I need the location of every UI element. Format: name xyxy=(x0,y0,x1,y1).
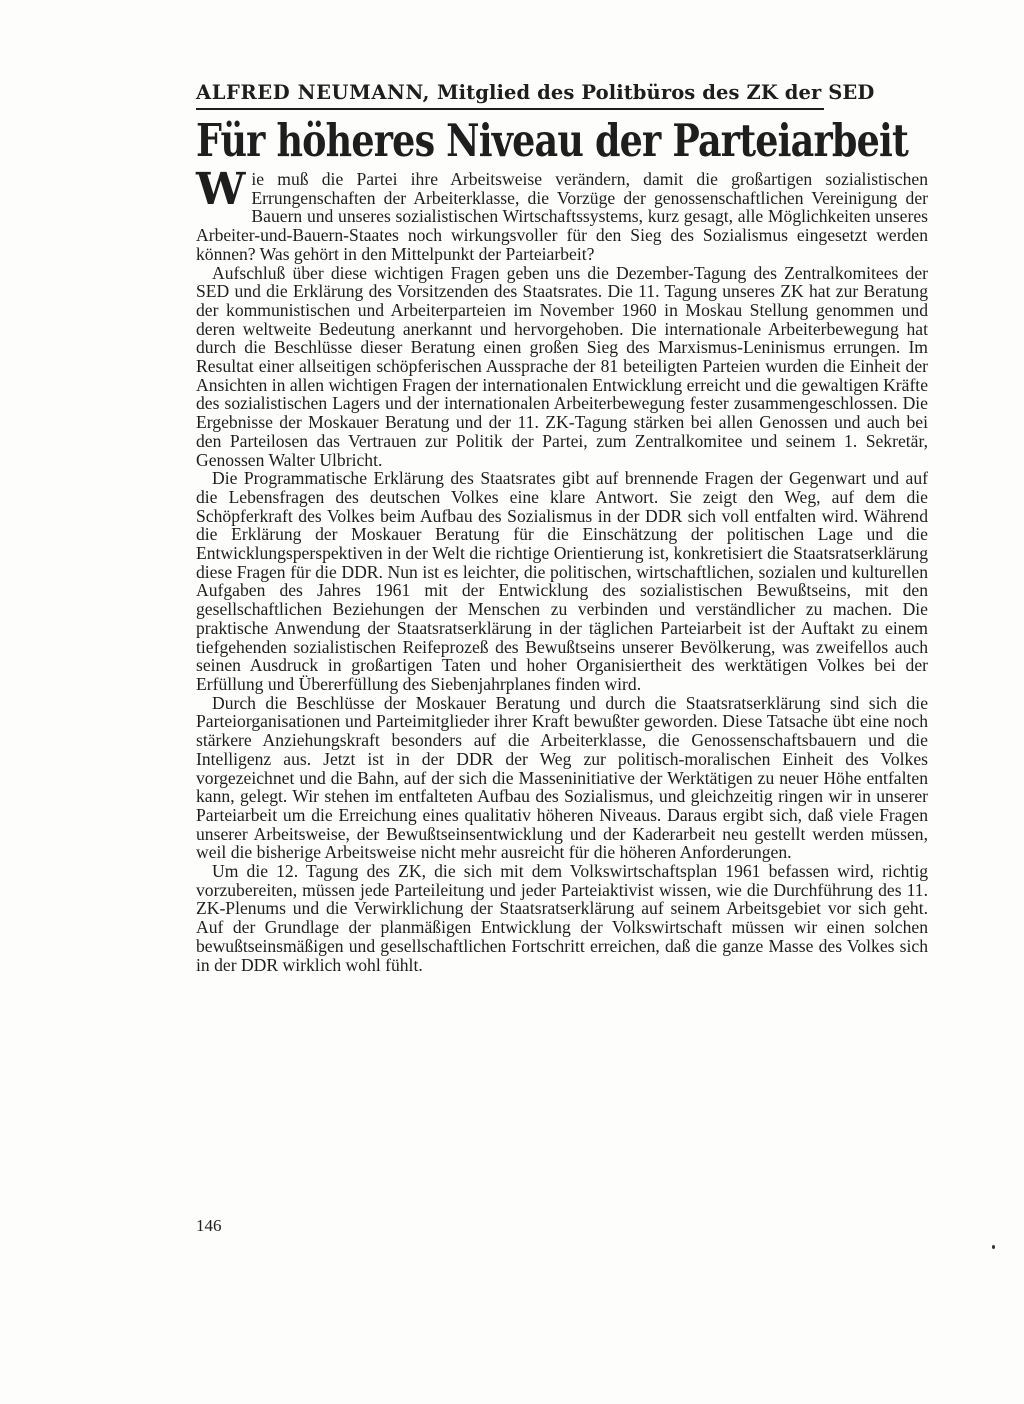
paragraph-4: Durch die Beschlüsse der Moskauer Beratung und durch die Staatsratserklärung sind sich die Parteiorganisationen und Parteimitglieder ihrer Kraft bewußter geworden. Diese Tatsache übt eine noch stärkere Anziehungskraft besonders auf die Arbeiterklasse, die Genossenschaftsbauern und die Intelligenz aus. Jetzt ist in der DDR der Weg zur politisch-moralischen Einheit des Volkes vorgezeichnet und die Bahn, auf der sich die Masseninitiative der Werktätigen zu neuer Höhe entfalten kann, gelegt. Wir stehen im entfalteten Aufbau des Sozialismus, und gleichzeitig ringen wir in unserer Parteiarbeit um die Erreichung eines qualitativ höheren Niveaus. Daraus ergibt sich, daß viele Fragen unserer Arbeitsweise, der Bewußtseinsentwicklung und der Kaderarbeit neu gestellt werden müssen, weil die bisherige Arbeitsweise nicht mehr ausreicht für die höheren Anforderungen. xyxy=(196,692,928,863)
author-role: Mitglied des Politbüros des ZK der SED xyxy=(436,81,875,104)
paragraph-2: Aufschluß über diese wichtigen Fragen geben uns die Dezember-Tagung des Zentralkomitees der SED und die Erklärung des Vorsitzenden des Staatsrates. Die 11. Tagung unseres ZK hat zur Beratung der kommunistischen und Arbeiterparteien im November 1960 in Moskau Stellung genommen und deren weltweite Bedeutung anerkannt und hervorgehoben. Die internationale Arbeiterbewegung hat durch die Beschlüsse dieser Beratung einen großen Sieg des Marxismus-Leninismus errungen. Im Resultat einer allseitigen schöpferischen Aussprache der 81 beteiligten Parteien wurden die Einheit der Ansichten in allen wichtigen Fragen der internationalen Entwicklung erreicht und die gewaltigen Kräfte des sozialistischen Lagers und der internationalen Arbeiterbewegung fester zusammengeschlossen. Die Ergebnisse der Moskauer Beratung und der 11. ZK-Tagung stärken bei allen Genossen und auch bei den Parteilosen das Vertrauen zur Politik der Partei, zum Zentralkomitee und seinem 1. Sekretär, Genossen Walter Ulbricht. xyxy=(196,262,928,470)
article xyxy=(196,80,928,974)
paragraph-text: ie muß die Partei ihre Arbeitsweise verändern, damit die großartigen sozialistischen Errungenschaften der Arbeiterklasse, die Vorzüge der genossenschaftlichen Vereinigung der Bauern und unseres sozialistischen Wirtschaftssystems, kurz gesagt, alle Möglichkeiten unseres Arbeiter-und-Bauern-Staates noch wirkungsvoller für den Sieg des Sozialismus eingesetzt werden können? Was gehört in den Mittelpunkt der Parteiarbeit? xyxy=(196,169,928,264)
paragraph-3: Die Programmatische Erklärung des Staatsrates gibt auf brennende Fragen der Gegenwart und auf die Lebensfragen des deutschen Volkes eine klare Antwort. Sie zeigt den Weg, auf dem die Schöpferkraft des Volkes beim Aufbau des Sozialismus in der DDR sich voll entfalten wird. Während die Erklärung der Moskauer Beratung für die Einschätzung der politischen Lage und die Entwicklungsperspektiven in der Welt die richtige Orientierung ist, konkretisiert die Staatsratserklärung diese Fragen für die DDR. Nun ist es leichter, die politischen, wirtschaftlichen, sozialen und kulturellen Aufgaben des Jahres 1961 mit der Entwicklung des sozialistischen Bewußtseins, mit den gesellschaftlichen Beziehungen der Menschen zu verbinden und verständlicher zu machen. Die praktische Anwendung der Staatsratserklärung in der täglichen Parteiarbeit ist der Auftakt zu einem tiefgehenden sozialistischen Reifeprozeß des Bewußtseins unserer Bevölkerung, was zweifellos auch seinen Ausdruck in großartigen Taten und hoher Organisiertheit des werktätigen Volkes bei der Erfüllung und Übererfüllung des Siebenjahrplanes finden wird. xyxy=(196,468,928,694)
article-body xyxy=(196,164,928,975)
page-number: 146 xyxy=(196,1216,222,1235)
author-name: ALFRED NEUMANN, xyxy=(196,81,431,104)
drop-cap: W xyxy=(196,164,246,215)
paragraph-5: Um die 12. Tagung des ZK, die sich mit dem Volkswirtschaftsplan 1961 befassen wird, richtig vorzubereiten, müssen jede Parteileitung und jeder Parteiaktivist wissen, wie die Durchführung des 11. ZK-Plenums und die Verwirklichung der Staatsratserklärung auf seinem Arbeitsgebiet vor sich geht. Auf der Grundlage der planmäßigen Entwicklung der Volkswirtschaft müssen wir einen solchen bewußtseinsmäßigen und gesellschaftlichen Fortschritt erreichen, daß die ganze Masse des Volkes sich in der DDR wirklich wohl fühlt. xyxy=(196,861,928,975)
article-headline: Für höheres Niveau der Parteiarbeit xyxy=(196,115,909,167)
print-speck xyxy=(992,1245,995,1249)
byline xyxy=(196,80,875,110)
paragraph-1 xyxy=(196,164,928,264)
